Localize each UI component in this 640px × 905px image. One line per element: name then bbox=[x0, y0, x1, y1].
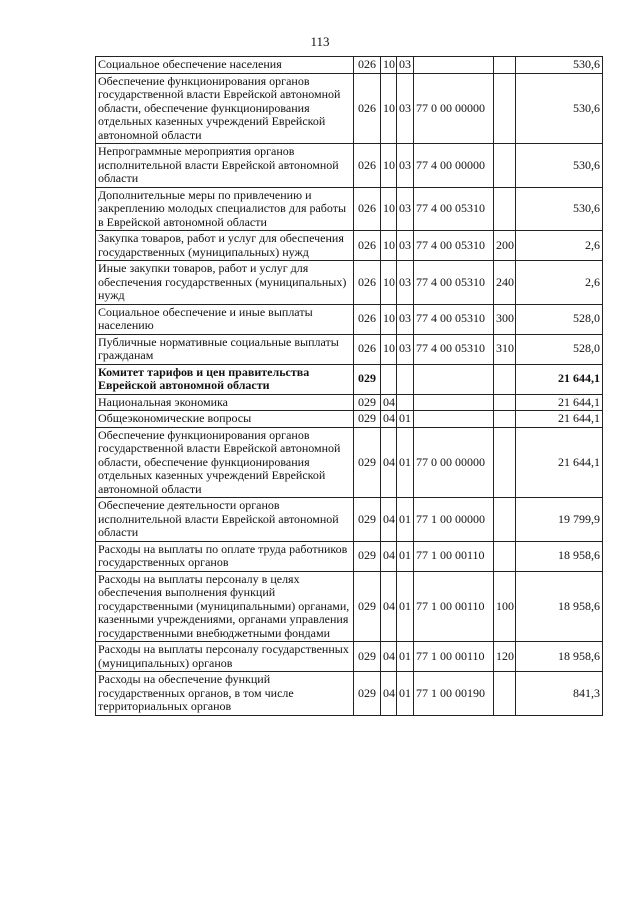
row-subsection-code-cell: 03 bbox=[397, 334, 414, 364]
row-name-cell: Социальное обеспечение населения bbox=[96, 57, 354, 74]
row-section-code-cell: 04 bbox=[381, 642, 397, 672]
row-section-code-cell: 04 bbox=[381, 394, 397, 411]
row-amount-cell: 530,6 bbox=[516, 57, 603, 74]
table-row bbox=[96, 498, 603, 542]
row-name-cell: Расходы на выплаты по оплате труда работников государственных органов bbox=[96, 541, 354, 571]
row-section-code-cell: 10 bbox=[381, 144, 397, 188]
table-row bbox=[96, 334, 603, 364]
table-row bbox=[96, 304, 603, 334]
row-target-article-cell: 77 4 00 05310 bbox=[414, 187, 494, 231]
table-row bbox=[96, 394, 603, 411]
row-target-article-cell: 77 0 00 00000 bbox=[414, 427, 494, 498]
row-expense-type-cell: 200 bbox=[494, 231, 516, 261]
table-row bbox=[96, 57, 603, 74]
row-expense-type-cell bbox=[494, 427, 516, 498]
table-row bbox=[96, 144, 603, 188]
row-name-cell: Расходы на обеспечение функций государственных органов, в том числе территориальных органов bbox=[96, 672, 354, 716]
table-row bbox=[96, 541, 603, 571]
budget-table bbox=[95, 56, 603, 716]
row-amount-cell: 18 958,6 bbox=[516, 642, 603, 672]
row-expense-type-cell bbox=[494, 411, 516, 428]
row-ministry-code-cell: 026 bbox=[354, 187, 381, 231]
row-name-cell: Социальное обеспечение и иные выплаты населению bbox=[96, 304, 354, 334]
row-ministry-code-cell: 026 bbox=[354, 57, 381, 74]
row-target-article-cell: 77 1 00 00110 bbox=[414, 571, 494, 642]
table-row bbox=[96, 411, 603, 428]
row-ministry-code-cell: 026 bbox=[354, 73, 381, 144]
row-subsection-code-cell: 01 bbox=[397, 571, 414, 642]
row-amount-cell: 528,0 bbox=[516, 304, 603, 334]
row-target-article-cell bbox=[414, 364, 494, 394]
row-section-code-cell: 04 bbox=[381, 672, 397, 716]
row-expense-type-cell: 310 bbox=[494, 334, 516, 364]
row-ministry-code-cell: 029 bbox=[354, 427, 381, 498]
row-name-cell: Обеспечение функционирования органов государственной власти Еврейской автономной области, обеспечение функционирования отдельных казенных учреждений Еврейской автономной области bbox=[96, 427, 354, 498]
row-ministry-code-cell: 029 bbox=[354, 642, 381, 672]
row-amount-cell: 21 644,1 bbox=[516, 427, 603, 498]
row-amount-cell: 530,6 bbox=[516, 73, 603, 144]
budget-table-body bbox=[96, 57, 603, 716]
row-amount-cell: 21 644,1 bbox=[516, 364, 603, 394]
row-subsection-code-cell: 03 bbox=[397, 187, 414, 231]
row-section-code-cell: 04 bbox=[381, 427, 397, 498]
row-ministry-code-cell: 026 bbox=[354, 304, 381, 334]
row-ministry-code-cell: 029 bbox=[354, 364, 381, 394]
row-expense-type-cell: 240 bbox=[494, 261, 516, 305]
table-row bbox=[96, 187, 603, 231]
page-number: 113 bbox=[310, 34, 330, 49]
row-subsection-code-cell: 01 bbox=[397, 498, 414, 542]
table-row bbox=[96, 261, 603, 305]
row-target-article-cell: 77 4 00 05310 bbox=[414, 231, 494, 261]
row-ministry-code-cell: 026 bbox=[354, 334, 381, 364]
table-row bbox=[96, 642, 603, 672]
row-section-code-cell: 04 bbox=[381, 571, 397, 642]
row-amount-cell: 18 958,6 bbox=[516, 541, 603, 571]
row-target-article-cell: 77 1 00 00000 bbox=[414, 498, 494, 542]
row-target-article-cell bbox=[414, 394, 494, 411]
row-expense-type-cell bbox=[494, 144, 516, 188]
row-target-article-cell bbox=[414, 411, 494, 428]
row-name-cell: Расходы на выплаты персоналу в целях обеспечения выполнения функций государственными (муниципальными) органами, казенными учреждениями, органами управления государственными внебюджетными фондами bbox=[96, 571, 354, 642]
row-ministry-code-cell: 029 bbox=[354, 571, 381, 642]
row-subsection-code-cell: 01 bbox=[397, 541, 414, 571]
row-name-cell: Дополнительные меры по привлечению и закреплению молодых специалистов для работы в Еврейской автономной области bbox=[96, 187, 354, 231]
row-ministry-code-cell: 029 bbox=[354, 411, 381, 428]
row-subsection-code-cell bbox=[397, 364, 414, 394]
row-name-cell: Расходы на выплаты персоналу государственных (муниципальных) органов bbox=[96, 642, 354, 672]
row-name-cell: Национальная экономика bbox=[96, 394, 354, 411]
row-section-code-cell bbox=[381, 364, 397, 394]
row-target-article-cell bbox=[414, 57, 494, 74]
row-expense-type-cell: 300 bbox=[494, 304, 516, 334]
row-amount-cell: 21 644,1 bbox=[516, 394, 603, 411]
row-amount-cell: 19 799,9 bbox=[516, 498, 603, 542]
table-row bbox=[96, 73, 603, 144]
row-expense-type-cell: 100 bbox=[494, 571, 516, 642]
row-subsection-code-cell: 01 bbox=[397, 642, 414, 672]
row-section-code-cell: 10 bbox=[381, 73, 397, 144]
row-expense-type-cell bbox=[494, 57, 516, 74]
row-name-cell: Общеэкономические вопросы bbox=[96, 411, 354, 428]
table-row bbox=[96, 672, 603, 716]
row-ministry-code-cell: 029 bbox=[354, 498, 381, 542]
row-amount-cell: 2,6 bbox=[516, 261, 603, 305]
row-ministry-code-cell: 026 bbox=[354, 144, 381, 188]
table-row bbox=[96, 427, 603, 498]
row-amount-cell: 530,6 bbox=[516, 187, 603, 231]
row-amount-cell: 2,6 bbox=[516, 231, 603, 261]
row-name-cell: Иные закупки товаров, работ и услуг для обеспечения государственных (муниципальных) нужд bbox=[96, 261, 354, 305]
row-target-article-cell: 77 1 00 00190 bbox=[414, 672, 494, 716]
row-section-code-cell: 10 bbox=[381, 304, 397, 334]
row-name-cell: Обеспечение функционирования органов государственной власти Еврейской автономной области, обеспечение функционирования отдельных казенных учреждений Еврейской автономной области bbox=[96, 73, 354, 144]
row-subsection-code-cell: 03 bbox=[397, 304, 414, 334]
row-section-code-cell: 10 bbox=[381, 187, 397, 231]
row-name-cell: Обеспечение деятельности органов исполнительной власти Еврейской автономной области bbox=[96, 498, 354, 542]
row-name-cell: Публичные нормативные социальные выплаты гражданам bbox=[96, 334, 354, 364]
row-target-article-cell: 77 4 00 05310 bbox=[414, 304, 494, 334]
table-row bbox=[96, 231, 603, 261]
row-expense-type-cell bbox=[494, 187, 516, 231]
row-subsection-code-cell: 03 bbox=[397, 261, 414, 305]
row-ministry-code-cell: 026 bbox=[354, 231, 381, 261]
row-amount-cell: 841,3 bbox=[516, 672, 603, 716]
row-expense-type-cell bbox=[494, 672, 516, 716]
row-subsection-code-cell bbox=[397, 394, 414, 411]
row-amount-cell: 530,6 bbox=[516, 144, 603, 188]
row-name-cell: Закупка товаров, работ и услуг для обеспечения государственных (муниципальных) нужд bbox=[96, 231, 354, 261]
row-target-article-cell: 77 1 00 00110 bbox=[414, 642, 494, 672]
row-target-article-cell: 77 4 00 05310 bbox=[414, 261, 494, 305]
row-amount-cell: 528,0 bbox=[516, 334, 603, 364]
row-ministry-code-cell: 029 bbox=[354, 541, 381, 571]
row-target-article-cell: 77 1 00 00110 bbox=[414, 541, 494, 571]
row-subsection-code-cell: 01 bbox=[397, 672, 414, 716]
row-ministry-code-cell: 026 bbox=[354, 261, 381, 305]
row-section-code-cell: 10 bbox=[381, 57, 397, 74]
row-expense-type-cell bbox=[494, 498, 516, 542]
row-name-cell: Непрограммные мероприятия органов исполнительной власти Еврейской автономной области bbox=[96, 144, 354, 188]
row-name-cell: Комитет тарифов и цен правительства Еврейской автономной области bbox=[96, 364, 354, 394]
row-amount-cell: 18 958,6 bbox=[516, 571, 603, 642]
row-expense-type-cell bbox=[494, 541, 516, 571]
row-section-code-cell: 04 bbox=[381, 541, 397, 571]
row-expense-type-cell: 120 bbox=[494, 642, 516, 672]
row-section-code-cell: 10 bbox=[381, 231, 397, 261]
row-subsection-code-cell: 03 bbox=[397, 144, 414, 188]
row-subsection-code-cell: 01 bbox=[397, 427, 414, 498]
table-row bbox=[96, 571, 603, 642]
row-expense-type-cell bbox=[494, 73, 516, 144]
row-section-code-cell: 04 bbox=[381, 411, 397, 428]
table-row bbox=[96, 364, 603, 394]
row-section-code-cell: 04 bbox=[381, 498, 397, 542]
row-target-article-cell: 77 4 00 05310 bbox=[414, 334, 494, 364]
row-ministry-code-cell: 029 bbox=[354, 394, 381, 411]
row-target-article-cell: 77 4 00 00000 bbox=[414, 144, 494, 188]
row-target-article-cell: 77 0 00 00000 bbox=[414, 73, 494, 144]
row-subsection-code-cell: 03 bbox=[397, 57, 414, 74]
row-subsection-code-cell: 01 bbox=[397, 411, 414, 428]
row-expense-type-cell bbox=[494, 364, 516, 394]
row-ministry-code-cell: 029 bbox=[354, 672, 381, 716]
row-amount-cell: 21 644,1 bbox=[516, 411, 603, 428]
row-expense-type-cell bbox=[494, 394, 516, 411]
row-section-code-cell: 10 bbox=[381, 334, 397, 364]
row-subsection-code-cell: 03 bbox=[397, 73, 414, 144]
row-section-code-cell: 10 bbox=[381, 261, 397, 305]
row-subsection-code-cell: 03 bbox=[397, 231, 414, 261]
